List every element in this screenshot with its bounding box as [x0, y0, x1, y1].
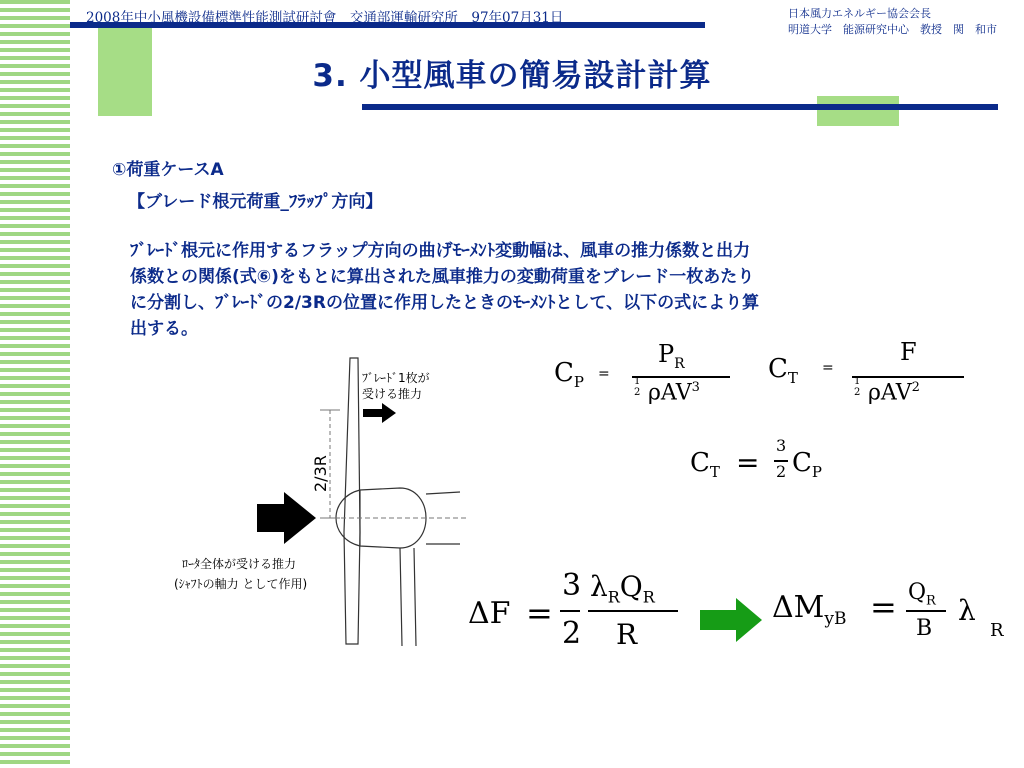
delta-f-numerator: $\lambda_RQ_R$ — [590, 570, 655, 607]
rotor-thrust-arrow — [257, 492, 316, 544]
title-rule — [362, 104, 998, 110]
delta-m-symbol: $\Delta M_{yB}$ — [772, 590, 847, 629]
delta-f-two: 2 — [562, 616, 582, 651]
left-decorative-stripes — [0, 0, 70, 768]
section-subtitle: 【ブレード根元荷重_ﾌﾗｯﾌﾟ方向】 — [128, 192, 383, 212]
delta-m-numerator: $Q_R$ — [908, 580, 936, 609]
ct-numerator: F — [900, 338, 917, 366]
ct-formula — [768, 338, 978, 424]
paragraph-line: に分割し、ﾌﾞﾚｰﾄﾞの2/3Rの位置に作用したときのﾓｰﾒﾝﾄとして、以下の式により算 — [130, 293, 760, 313]
cp-equals: = — [598, 366, 610, 382]
cp-symbol: $C_P$ — [554, 358, 584, 392]
cp-numerator: $P_R$ — [658, 340, 685, 372]
relation-two: 2 — [776, 462, 787, 481]
ct-fraction-bar — [852, 376, 964, 378]
ct-symbol: $C_T$ — [690, 448, 720, 482]
delta-m-denominator: B — [916, 616, 933, 641]
relation-equals: = — [736, 446, 760, 479]
paragraph-line: ﾌﾞﾚｰﾄﾞ根元に作用するフラップ方向の曲げﾓｰﾒﾝﾄ変動幅は、風車の推力係数と出力 — [130, 241, 751, 261]
delta-m-lambda: λ — [958, 594, 976, 627]
result-arrow — [700, 598, 764, 642]
radius-label: 2/3R — [311, 455, 330, 492]
description-paragraph — [130, 238, 985, 342]
wind-turbine-diagram — [160, 352, 480, 652]
rotor-thrust-label-line2: (ｼｬﾌﾄの軸力 として作用) — [174, 577, 308, 591]
ct-half: 1 2 — [854, 376, 861, 398]
cp-symbol: $C_P$ — [792, 448, 822, 482]
cp-formula — [554, 340, 754, 424]
case-title: ①荷重ケースA — [112, 160, 224, 180]
delta-f-denominator: R — [616, 618, 638, 651]
presenter-affiliation — [788, 6, 997, 38]
blade-thrust-label-line1: ﾌﾞﾚｰﾄﾞ1枚が — [362, 371, 430, 385]
delta-m-equals: = — [870, 588, 897, 626]
ct-cp-relation — [690, 438, 850, 498]
blade-outline — [344, 358, 360, 644]
tower-outline — [400, 548, 416, 646]
cp-half: 1 2 — [634, 376, 641, 398]
delta-m-lambda-sub: R — [990, 620, 1004, 641]
delta-f-formula — [468, 568, 688, 663]
ct-denominator: ρAV$^2$ — [868, 380, 920, 406]
ct-symbol: $C_T$ — [768, 354, 798, 388]
conference-header: 2008年中小風機設備標準性能測試研討會 交通部運輸研究所 97年07月31日 — [86, 10, 564, 26]
rotor-thrust-label-line1: ﾛｰﾀ全体が受ける推力 — [182, 557, 297, 571]
paragraph-line: 係数との関係(式⑥)をもとに算出された風車推力の変動荷重をブレード一枚あたり — [130, 267, 755, 287]
green-accent-block-right — [817, 96, 899, 126]
affiliation-line-1: 日本風力エネルギー協会会長 — [788, 7, 931, 20]
relation-three: 3 — [776, 436, 787, 455]
delta-f-three: 3 — [562, 568, 582, 603]
delta-m-fraction-bar — [906, 610, 946, 612]
cp-fraction-bar — [632, 376, 730, 378]
paragraph-line: 出する。 — [130, 319, 198, 339]
blade-thrust-arrow — [363, 403, 396, 423]
delta-f-equals: = — [526, 594, 553, 632]
delta-f-fraction-bar-2 — [588, 610, 678, 612]
ct-equals: = — [822, 360, 834, 376]
slide-title: 3. 小型風車の簡易設計計算 — [312, 58, 712, 94]
delta-m-formula — [772, 580, 1012, 660]
delta-f-fraction-bar-1 — [560, 610, 580, 612]
delta-f-symbol: ΔF — [468, 596, 511, 631]
cp-denominator: ρAV$^3$ — [648, 380, 700, 406]
affiliation-line-2: 明道大学 能源研究中心 教授 関 和市 — [788, 23, 997, 36]
blade-thrust-label-line2: 受ける推力 — [362, 387, 423, 401]
